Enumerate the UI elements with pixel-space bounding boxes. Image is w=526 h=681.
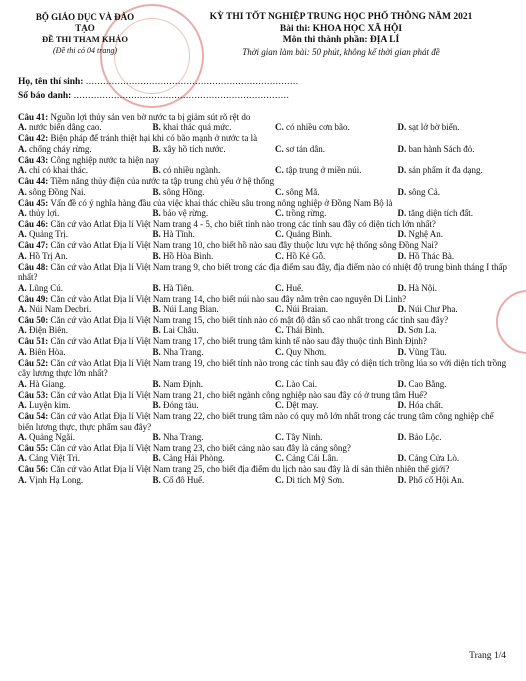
- option-letter: C.: [275, 474, 284, 485]
- question-item: [18, 262, 508, 293]
- option-text: Bảo Lộc.: [408, 431, 442, 442]
- question-number: Câu 48:: [18, 261, 49, 272]
- option-text: Vũng Tàu.: [408, 346, 447, 357]
- answer-options: [18, 251, 508, 261]
- answer-option: [141, 432, 264, 442]
- question-item: [18, 358, 508, 389]
- option-text: Hà Nội.: [408, 282, 437, 293]
- option-text: Vịnh Hạ Long.: [28, 474, 84, 485]
- candidate-name-label: Họ, tên thí sinh:: [18, 77, 84, 87]
- option-letter: A.: [18, 378, 27, 389]
- option-letter: B.: [152, 208, 161, 219]
- option-text: Hồ Kẻ Gỗ.: [286, 250, 326, 261]
- option-text: Huế.: [286, 282, 304, 293]
- answer-option: [263, 453, 386, 463]
- question-item: [18, 219, 508, 240]
- question-text: Căn cứ vào Atlat Địa lí Việt Nam trang 4 - 5, cho biết tỉnh nào trong các tỉnh sau đây có diện tích lớn nhất?: [50, 219, 436, 230]
- question-number: Câu 45:: [18, 197, 49, 208]
- option-text: bảo vệ rừng.: [163, 208, 209, 219]
- ministry-name: BỘ GIÁO DỤC VÀ ĐÀO TẠO: [35, 12, 135, 33]
- question-text: Căn cứ vào Atlat Địa lí Việt Nam trang 10, cho biết hồ nào sau đây thuộc lưu vực hệ thống sông Đồng Nai?: [50, 240, 438, 251]
- candidate-name-dots: ..........................................................................: [85, 77, 299, 87]
- option-letter: B.: [152, 304, 161, 315]
- option-letter: C.: [275, 325, 284, 336]
- question-number: Câu 41:: [18, 112, 49, 122]
- answer-options: [18, 325, 508, 335]
- option-letter: B.: [152, 453, 161, 464]
- option-text: trồng rừng.: [286, 208, 327, 219]
- question-number: Câu 52:: [18, 357, 49, 368]
- option-letter: A.: [18, 431, 27, 442]
- answer-option: [263, 165, 386, 175]
- answer-option: [386, 144, 509, 154]
- answer-option: [18, 122, 141, 132]
- question-item: [18, 464, 508, 485]
- option-text: Núi Braian.: [286, 304, 328, 315]
- option-text: Đóng tàu.: [163, 400, 199, 411]
- answer-option: [18, 144, 141, 154]
- question-stem: [18, 219, 508, 229]
- option-letter: C.: [275, 346, 284, 357]
- question-text: Công nghiệp nước ta hiện nay: [50, 154, 159, 165]
- option-text: Quảng Trị.: [29, 229, 69, 240]
- option-letter: D.: [397, 143, 407, 154]
- option-letter: A.: [18, 143, 27, 154]
- option-letter: B.: [152, 431, 161, 442]
- option-letter: A.: [18, 453, 27, 464]
- answer-option: [263, 144, 386, 154]
- exam-component: Môn thi thành phần: ĐỊA LÍ: [282, 35, 400, 45]
- option-text: Núi Lang Bian.: [163, 304, 219, 315]
- question-number: Câu 47:: [18, 240, 49, 251]
- option-text: Hồ Trị An.: [29, 250, 68, 261]
- option-text: sản phẩm ít đa dạng.: [408, 165, 483, 176]
- question-text: Căn cứ vào Atlat Địa lí Việt Nam trang 22, cho biết trung tâm nào có quy mô lớn nhất trong các trung tâm công nghiệp chế biến lương thực, thực phẩm sau đây?: [18, 411, 494, 432]
- option-letter: A.: [18, 165, 27, 176]
- question-item: [18, 443, 508, 464]
- question-text: Căn cứ vào Atlat Địa lí Việt Nam trang 17, cho biết trung tâm kinh tế nào sau đây thuộc tỉnh Bình Định?: [50, 336, 427, 347]
- option-text: thủy lợi.: [29, 208, 60, 219]
- option-letter: B.: [152, 186, 161, 197]
- option-text: chỉ có khai thác.: [29, 165, 88, 176]
- answer-option: [386, 400, 509, 410]
- answer-option: [386, 325, 509, 335]
- answer-options: [18, 187, 508, 197]
- answer-option: [386, 187, 509, 197]
- answer-option: [18, 165, 141, 175]
- question-item: [18, 315, 508, 336]
- answer-option: [141, 165, 264, 175]
- question-stem: [18, 133, 508, 143]
- option-letter: A.: [18, 186, 27, 197]
- answer-option: [18, 453, 141, 463]
- question-stem: [18, 176, 508, 186]
- option-letter: C.: [275, 208, 284, 219]
- answer-option: [386, 283, 509, 293]
- option-letter: C.: [275, 453, 284, 464]
- answer-option: [263, 432, 386, 442]
- option-letter: C.: [275, 400, 284, 411]
- option-text: có nhiều ngành.: [163, 165, 221, 176]
- option-text: sông Hồng.: [163, 186, 205, 197]
- question-stem: [18, 294, 508, 304]
- answer-option: [141, 400, 264, 410]
- option-text: Dệt may.: [286, 400, 319, 411]
- option-text: Lai Châu.: [163, 325, 199, 336]
- option-text: Quy Nhơn.: [286, 346, 327, 357]
- option-letter: C.: [275, 282, 284, 293]
- answer-option: [141, 229, 264, 239]
- answer-option: [263, 347, 386, 357]
- answer-option: [141, 325, 264, 335]
- question-text: Căn cứ vào Atlat Địa lí Việt Nam trang 15, cho biết tỉnh nào có mật độ dân số cao nhất trong các tỉnh sau đây?: [50, 315, 449, 326]
- option-letter: A.: [18, 282, 27, 293]
- answer-option: [18, 475, 141, 485]
- option-text: Nha Trang.: [163, 431, 204, 442]
- question-stem: [18, 358, 508, 379]
- answer-option: [141, 251, 264, 261]
- option-text: tập trung ở miền núi.: [286, 165, 362, 176]
- answer-option: [263, 122, 386, 132]
- answer-option: [18, 400, 141, 410]
- question-stem: [18, 240, 508, 250]
- answer-options: [18, 453, 508, 463]
- question-number: Câu 51:: [18, 336, 49, 347]
- answer-option: [18, 379, 141, 389]
- question-item: [18, 390, 508, 411]
- answer-option: [141, 283, 264, 293]
- question-item: [18, 112, 508, 133]
- answer-option: [18, 208, 141, 218]
- answer-options: [18, 379, 508, 389]
- option-letter: D.: [397, 208, 407, 219]
- option-letter: C.: [275, 431, 284, 442]
- answer-option: [386, 453, 509, 463]
- question-stem: [18, 390, 508, 400]
- answer-options: [18, 283, 508, 293]
- answer-options: [18, 432, 508, 442]
- question-stem: [18, 262, 508, 283]
- option-letter: A.: [18, 122, 27, 133]
- answer-option: [18, 187, 141, 197]
- option-text: Cố đô Huế.: [163, 474, 205, 485]
- option-letter: B.: [152, 474, 161, 485]
- question-number: Câu 44:: [18, 176, 49, 187]
- option-letter: C.: [275, 122, 284, 133]
- option-text: Nam Định.: [163, 378, 204, 389]
- option-letter: A.: [18, 346, 27, 357]
- option-letter: D.: [397, 346, 407, 357]
- question-text: Căn cứ vào Atlat Địa lí Việt Nam trang 25, cho biết địa điểm du lịch nào sau đây là di sản thiên nhiên thế giới?: [50, 464, 450, 475]
- answer-option: [18, 251, 141, 261]
- option-text: Di tích Mỹ Sơn.: [286, 474, 345, 485]
- option-text: Nha Trang.: [163, 346, 204, 357]
- page-number: Trang 1/4: [469, 651, 506, 661]
- answer-option: [386, 208, 509, 218]
- option-text: nước biển dâng cao.: [29, 122, 102, 133]
- exam-kind: ĐỀ THI THAM KHẢO: [42, 34, 128, 44]
- option-text: tăng diện tích đất.: [408, 208, 473, 219]
- answer-option: [141, 208, 264, 218]
- answer-option: [386, 251, 509, 261]
- option-text: Cảng Cửa Lò.: [408, 453, 460, 464]
- answer-option: [141, 379, 264, 389]
- option-letter: B.: [152, 346, 161, 357]
- question-item: [18, 133, 508, 154]
- option-letter: A.: [18, 250, 27, 261]
- answer-option: [141, 453, 264, 463]
- option-text: xây hồ tích nước.: [163, 143, 226, 154]
- question-text: Nguồn lợi thủy sản ven bờ nước ta bị giảm sút rõ rệt do: [50, 112, 251, 122]
- candidate-id-label: Số báo danh:: [18, 91, 72, 101]
- answer-option: [386, 165, 509, 175]
- answer-option: [386, 379, 509, 389]
- question-item: [18, 294, 508, 315]
- option-text: Tây Ninh.: [285, 431, 323, 442]
- option-letter: A.: [18, 208, 27, 219]
- question-text: Vấn đề có ý nghĩa hàng đầu của việc khai thác chiều sâu trong nông nghiệp ở Đồng Nam Bộ là: [50, 197, 393, 208]
- option-text: Hồ Hòa Bình.: [163, 250, 214, 261]
- candidate-id-dots: ...........................................................................: [73, 91, 290, 101]
- option-letter: C.: [275, 378, 284, 389]
- question-text: Căn cứ vào Atlat Địa lí Việt Nam trang 9, cho biết trong các địa điểm sau đây, địa điểm nào có nhiệt độ trung bình tháng I thấp nhất?: [18, 261, 507, 283]
- option-letter: B.: [152, 143, 161, 154]
- option-text: Cảng Việt Trì.: [29, 453, 81, 464]
- option-text: sông Cả.: [408, 186, 440, 197]
- question-stem: [18, 464, 508, 474]
- exam-title: KỲ THI TỐT NGHIỆP TRUNG HỌC PHỔ THÔNG NĂM 2021: [209, 12, 473, 22]
- question-item: [18, 336, 508, 357]
- question-text: Căn cứ vào Atlat Địa lí Việt Nam trang 14, cho biết núi nào sau đây nằm trên cao nguyên Di Linh?: [50, 293, 407, 304]
- option-letter: D.: [397, 453, 407, 464]
- question-number: Câu 53:: [18, 389, 49, 400]
- option-text: Phố cổ Hội An.: [408, 474, 465, 485]
- option-letter: B.: [152, 165, 161, 176]
- pages-note: (Đề thi có 04 trang): [53, 46, 117, 55]
- question-stem: [18, 315, 508, 325]
- header-right: [176, 12, 506, 58]
- option-text: Cảng Hải Phòng.: [163, 453, 225, 464]
- question-number: Câu 56:: [18, 464, 49, 475]
- option-text: Hồ Thác Bà.: [408, 250, 455, 261]
- question-stem: [18, 155, 508, 165]
- answer-option: [263, 208, 386, 218]
- question-stem: [18, 411, 508, 432]
- option-letter: C.: [275, 143, 284, 154]
- answer-option: [263, 229, 386, 239]
- option-text: Thái Bình.: [285, 325, 325, 336]
- option-letter: D.: [397, 282, 407, 293]
- option-letter: B.: [152, 250, 161, 261]
- answer-option: [263, 251, 386, 261]
- option-letter: C.: [275, 165, 284, 176]
- answer-options: [18, 122, 508, 132]
- option-text: Núi Chư Pha.: [408, 304, 458, 315]
- option-letter: B.: [152, 378, 161, 389]
- option-letter: B.: [152, 229, 161, 240]
- option-letter: C.: [275, 186, 284, 197]
- option-text: Núi Nam Decbri.: [29, 304, 92, 315]
- answer-option: [18, 432, 141, 442]
- answer-option: [386, 229, 509, 239]
- option-text: Hóa chất.: [408, 400, 443, 411]
- answer-option: [263, 379, 386, 389]
- answer-option: [386, 122, 509, 132]
- answer-option: [386, 475, 509, 485]
- question-item: [18, 240, 508, 261]
- option-letter: B.: [152, 400, 161, 411]
- option-text: có nhiều cơn bão.: [286, 122, 350, 133]
- answer-option: [263, 475, 386, 485]
- question-stem: [18, 443, 508, 453]
- answer-options: [18, 347, 508, 357]
- option-text: ban hành Sách đỏ.: [408, 143, 475, 154]
- answer-options: [18, 165, 508, 175]
- header-left: [26, 12, 144, 56]
- answer-option: [263, 283, 386, 293]
- exam-time: Thời gian làm bài: 50 phút, không kể thời gian phát đề: [242, 46, 440, 57]
- question-number: Câu 42:: [18, 133, 49, 144]
- option-text: Quảng Ngãi.: [29, 431, 75, 442]
- answer-options: [18, 475, 508, 485]
- option-letter: B.: [152, 325, 161, 336]
- option-text: Luyện kim.: [29, 400, 71, 411]
- answer-option: [263, 400, 386, 410]
- question-number: Câu 49:: [18, 293, 49, 304]
- question-item: [18, 411, 508, 442]
- option-text: Hà Tĩnh.: [163, 229, 195, 240]
- option-letter: D.: [397, 165, 407, 176]
- option-letter: A.: [18, 229, 27, 240]
- answer-options: [18, 208, 508, 218]
- answer-option: [18, 347, 141, 357]
- candidate-id-line: [18, 90, 348, 102]
- option-text: sạt lở bờ biển.: [408, 122, 460, 133]
- question-number: Câu 55:: [18, 442, 49, 453]
- question-list: [18, 112, 508, 486]
- question-stem: [18, 198, 508, 208]
- option-text: Hà Giang.: [29, 378, 66, 389]
- answer-option: [18, 325, 141, 335]
- question-number: Câu 43:: [18, 154, 49, 165]
- option-text: chống cháy rừng.: [29, 143, 92, 154]
- answer-option: [141, 144, 264, 154]
- option-letter: D.: [397, 250, 407, 261]
- answer-option: [141, 122, 264, 132]
- option-letter: D.: [397, 304, 407, 315]
- question-text: Tiềm năng thủy điện của nước ta tập trung chủ yếu ở hệ thống: [50, 176, 275, 187]
- answer-option: [386, 347, 509, 357]
- question-stem: [18, 112, 508, 122]
- option-text: Cao Bằng.: [408, 378, 447, 389]
- option-letter: D.: [397, 229, 407, 240]
- answer-option: [263, 187, 386, 197]
- option-letter: A.: [18, 474, 27, 485]
- question-item: [18, 155, 508, 176]
- option-text: Lũng Cú.: [29, 282, 64, 293]
- question-item: [18, 198, 508, 219]
- option-letter: A.: [18, 304, 27, 315]
- option-letter: A.: [18, 400, 27, 411]
- question-text: Biện pháp để tránh thiệt hại khi có bão mạnh ở nước ta là: [50, 133, 258, 144]
- answer-option: [263, 325, 386, 335]
- question-text: Căn cứ vào Atlat Địa lí Việt Nam trang 19, cho biết tỉnh nào trong các tỉnh sau đây có diện tích trồng lúa so với diện tích trồng cây lương thực lớn nhất?: [18, 357, 507, 379]
- option-text: Nghệ An.: [408, 229, 443, 240]
- option-letter: D.: [397, 325, 407, 336]
- option-letter: A.: [18, 325, 27, 336]
- answer-options: [18, 400, 508, 410]
- answer-options: [18, 229, 508, 239]
- option-text: sông Đồng Nai.: [29, 186, 86, 197]
- answer-option: [18, 304, 141, 314]
- question-text: Căn cứ vào Atlat Địa lí Việt Nam trang 21, cho biết ngành công nghiệp nào sau đây có ở trung tâm Huế?: [50, 389, 428, 400]
- option-letter: C.: [275, 304, 284, 315]
- answer-option: [18, 229, 141, 239]
- option-text: Sơn La.: [408, 325, 437, 336]
- option-text: khai thác quá mức.: [163, 122, 232, 133]
- option-text: Điện Biên.: [29, 325, 68, 336]
- answer-option: [141, 304, 264, 314]
- option-text: Hà Tiên.: [163, 282, 195, 293]
- option-letter: C.: [275, 250, 284, 261]
- answer-option: [263, 304, 386, 314]
- option-letter: D.: [397, 378, 407, 389]
- answer-option: [18, 283, 141, 293]
- option-letter: C.: [275, 229, 284, 240]
- question-text: Căn cứ vào Atlat Địa lí Việt Nam trang 23, cho biết cảng nào sau đây là cảng sông?: [50, 442, 351, 453]
- question-stem: [18, 336, 508, 346]
- question-number: Câu 46:: [18, 219, 49, 230]
- answer-option: [386, 432, 509, 442]
- answer-options: [18, 144, 508, 154]
- option-letter: D.: [397, 474, 407, 485]
- answer-option: [141, 347, 264, 357]
- question-number: Câu 54:: [18, 411, 49, 422]
- option-text: Cảng Cái Lân.: [286, 453, 339, 464]
- answer-option: [141, 475, 264, 485]
- answer-option: [386, 304, 509, 314]
- option-letter: B.: [152, 282, 161, 293]
- option-text: Quảng Bình.: [286, 229, 332, 240]
- option-text: Biên Hòa.: [29, 346, 66, 357]
- option-letter: D.: [397, 186, 407, 197]
- exam-subject: Bài thi: KHOA HỌC XÃ HỘI: [279, 23, 403, 34]
- question-number: Câu 50:: [18, 315, 49, 326]
- answer-options: [18, 304, 508, 314]
- question-item: [18, 176, 508, 197]
- option-text: sơ tán dân.: [286, 143, 326, 154]
- candidate-name-line: [18, 76, 348, 88]
- option-letter: D.: [397, 122, 407, 133]
- option-letter: D.: [397, 400, 407, 411]
- option-letter: D.: [397, 431, 407, 442]
- option-text: sông Mã.: [286, 186, 320, 197]
- answer-option: [141, 187, 264, 197]
- option-letter: B.: [152, 122, 161, 133]
- option-text: Lào Cai.: [286, 378, 317, 389]
